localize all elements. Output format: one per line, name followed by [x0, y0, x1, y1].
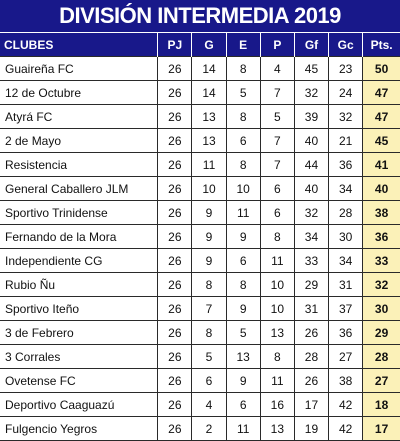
- header-pj: PJ: [158, 33, 192, 57]
- points-cell: 29: [363, 321, 400, 345]
- table-row: [0, 225, 400, 249]
- points-cell: 33: [363, 249, 400, 273]
- goals-for-cell: 32: [294, 201, 328, 225]
- goals-against-cell: 36: [329, 321, 363, 345]
- played-cell: 26: [158, 153, 192, 177]
- won-cell: 8: [192, 273, 226, 297]
- won-cell: 9: [192, 225, 226, 249]
- drawn-cell: 9: [226, 225, 260, 249]
- lost-cell: 4: [260, 57, 294, 81]
- points-cell: 17: [363, 417, 400, 441]
- header-clubes: CLUBES: [0, 33, 158, 57]
- club-name: Sportivo Iteño: [0, 297, 158, 321]
- points-cell: 38: [363, 201, 400, 225]
- goals-for-cell: 31: [294, 297, 328, 321]
- header-g: G: [192, 33, 226, 57]
- played-cell: 26: [158, 225, 192, 249]
- lost-cell: 7: [260, 129, 294, 153]
- club-name: Resistencia: [0, 153, 158, 177]
- goals-against-cell: 42: [329, 417, 363, 441]
- points-cell: 50: [363, 57, 400, 81]
- drawn-cell: 9: [226, 297, 260, 321]
- goals-for-cell: 26: [294, 321, 328, 345]
- drawn-cell: 10: [226, 177, 260, 201]
- header-p: P: [260, 33, 294, 57]
- goals-against-cell: 27: [329, 345, 363, 369]
- points-cell: 36: [363, 225, 400, 249]
- drawn-cell: 6: [226, 129, 260, 153]
- lost-cell: 8: [260, 345, 294, 369]
- drawn-cell: 8: [226, 105, 260, 129]
- club-name: Fulgencio Yegros: [0, 417, 158, 441]
- points-cell: 41: [363, 153, 400, 177]
- drawn-cell: 11: [226, 201, 260, 225]
- goals-for-cell: 40: [294, 177, 328, 201]
- won-cell: 11: [192, 153, 226, 177]
- played-cell: 26: [158, 177, 192, 201]
- club-name: Guaireña FC: [0, 57, 158, 81]
- goals-for-cell: 45: [294, 57, 328, 81]
- goals-for-cell: 19: [294, 417, 328, 441]
- played-cell: 26: [158, 57, 192, 81]
- club-name: Fernando de la Mora: [0, 225, 158, 249]
- lost-cell: 7: [260, 81, 294, 105]
- won-cell: 14: [192, 57, 226, 81]
- played-cell: 26: [158, 393, 192, 417]
- won-cell: 4: [192, 393, 226, 417]
- table-row: [0, 321, 400, 345]
- played-cell: 26: [158, 345, 192, 369]
- club-name: Rubio Ñu: [0, 273, 158, 297]
- goals-for-cell: 17: [294, 393, 328, 417]
- header-gc: Gc: [329, 33, 363, 57]
- lost-cell: 7: [260, 153, 294, 177]
- club-name: Atyrá FC: [0, 105, 158, 129]
- goals-for-cell: 28: [294, 345, 328, 369]
- drawn-cell: 8: [226, 273, 260, 297]
- club-name: General Caballero JLM: [0, 177, 158, 201]
- goals-for-cell: 33: [294, 249, 328, 273]
- goals-against-cell: 36: [329, 153, 363, 177]
- drawn-cell: 11: [226, 417, 260, 441]
- lost-cell: 6: [260, 201, 294, 225]
- points-cell: 32: [363, 273, 400, 297]
- lost-cell: 5: [260, 105, 294, 129]
- table-row: [0, 201, 400, 225]
- lost-cell: 16: [260, 393, 294, 417]
- goals-against-cell: 38: [329, 369, 363, 393]
- drawn-cell: 5: [226, 81, 260, 105]
- lost-cell: 11: [260, 249, 294, 273]
- lost-cell: 10: [260, 297, 294, 321]
- lost-cell: 13: [260, 321, 294, 345]
- header-pts: Pts.: [363, 33, 400, 57]
- table-row: [0, 249, 400, 273]
- goals-for-cell: 44: [294, 153, 328, 177]
- won-cell: 5: [192, 345, 226, 369]
- played-cell: 26: [158, 249, 192, 273]
- table-row: [0, 81, 400, 105]
- won-cell: 8: [192, 321, 226, 345]
- header-gf: Gf: [294, 33, 328, 57]
- played-cell: 26: [158, 81, 192, 105]
- played-cell: 26: [158, 105, 192, 129]
- table-row: [0, 417, 400, 441]
- standings-table: [0, 33, 400, 441]
- points-cell: 47: [363, 105, 400, 129]
- drawn-cell: 8: [226, 57, 260, 81]
- won-cell: 2: [192, 417, 226, 441]
- header-row: [0, 33, 400, 57]
- goals-against-cell: 30: [329, 225, 363, 249]
- club-name: 3 Corrales: [0, 345, 158, 369]
- played-cell: 26: [158, 417, 192, 441]
- goals-against-cell: 37: [329, 297, 363, 321]
- goals-against-cell: 34: [329, 177, 363, 201]
- played-cell: 26: [158, 369, 192, 393]
- goals-against-cell: 32: [329, 105, 363, 129]
- lost-cell: 11: [260, 369, 294, 393]
- goals-against-cell: 31: [329, 273, 363, 297]
- table-row: [0, 369, 400, 393]
- goals-against-cell: 24: [329, 81, 363, 105]
- goals-for-cell: 26: [294, 369, 328, 393]
- points-cell: 30: [363, 297, 400, 321]
- lost-cell: 6: [260, 177, 294, 201]
- goals-against-cell: 23: [329, 57, 363, 81]
- table-row: [0, 105, 400, 129]
- table-row: [0, 153, 400, 177]
- drawn-cell: 6: [226, 393, 260, 417]
- won-cell: 9: [192, 201, 226, 225]
- played-cell: 26: [158, 129, 192, 153]
- table-title: DIVISIÓN INTERMEDIA 2019: [0, 0, 400, 32]
- drawn-cell: 13: [226, 345, 260, 369]
- club-name: 12 de Octubre: [0, 81, 158, 105]
- table-row: [0, 345, 400, 369]
- played-cell: 26: [158, 321, 192, 345]
- played-cell: 26: [158, 273, 192, 297]
- goals-against-cell: 21: [329, 129, 363, 153]
- goals-for-cell: 32: [294, 81, 328, 105]
- club-name: 2 de Mayo: [0, 129, 158, 153]
- club-name: Deportivo Caaguazú: [0, 393, 158, 417]
- won-cell: 7: [192, 297, 226, 321]
- goals-for-cell: 34: [294, 225, 328, 249]
- won-cell: 9: [192, 249, 226, 273]
- goals-for-cell: 40: [294, 129, 328, 153]
- lost-cell: 8: [260, 225, 294, 249]
- points-cell: 47: [363, 81, 400, 105]
- club-name: Independiente CG: [0, 249, 158, 273]
- table-row: [0, 129, 400, 153]
- table-row: [0, 297, 400, 321]
- points-cell: 27: [363, 369, 400, 393]
- drawn-cell: 5: [226, 321, 260, 345]
- goals-for-cell: 29: [294, 273, 328, 297]
- table-row: [0, 273, 400, 297]
- standings-body: [0, 57, 400, 441]
- goals-against-cell: 34: [329, 249, 363, 273]
- won-cell: 13: [192, 105, 226, 129]
- points-cell: 28: [363, 345, 400, 369]
- club-name: Sportivo Trinidense: [0, 201, 158, 225]
- table-row: [0, 177, 400, 201]
- points-cell: 45: [363, 129, 400, 153]
- table-row: [0, 57, 400, 81]
- lost-cell: 13: [260, 417, 294, 441]
- drawn-cell: 8: [226, 153, 260, 177]
- won-cell: 10: [192, 177, 226, 201]
- lost-cell: 10: [260, 273, 294, 297]
- club-name: Ovetense FC: [0, 369, 158, 393]
- table-row: [0, 393, 400, 417]
- won-cell: 6: [192, 369, 226, 393]
- points-cell: 18: [363, 393, 400, 417]
- goals-against-cell: 42: [329, 393, 363, 417]
- drawn-cell: 9: [226, 369, 260, 393]
- goals-for-cell: 39: [294, 105, 328, 129]
- goals-against-cell: 28: [329, 201, 363, 225]
- points-cell: 40: [363, 177, 400, 201]
- drawn-cell: 6: [226, 249, 260, 273]
- club-name: 3 de Febrero: [0, 321, 158, 345]
- won-cell: 14: [192, 81, 226, 105]
- won-cell: 13: [192, 129, 226, 153]
- header-e: E: [226, 33, 260, 57]
- played-cell: 26: [158, 297, 192, 321]
- played-cell: 26: [158, 201, 192, 225]
